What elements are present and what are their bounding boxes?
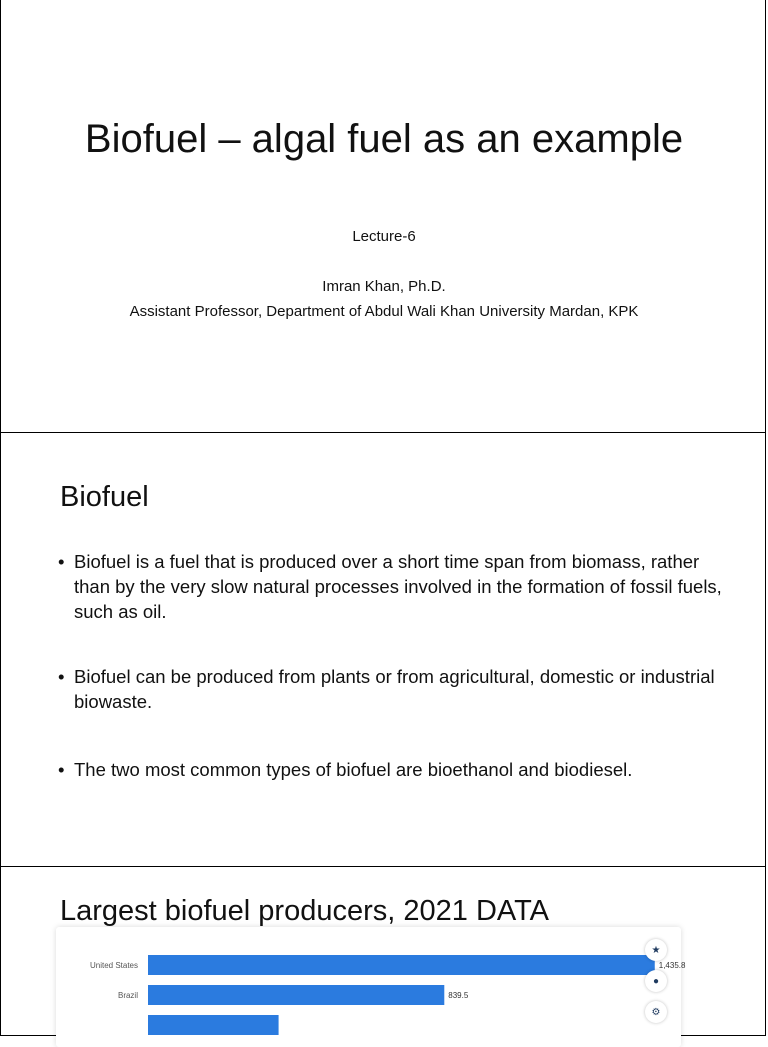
value-label: 839.5 xyxy=(448,991,469,1000)
bullet-item xyxy=(58,757,738,782)
bullet-icon: • xyxy=(58,666,65,687)
bullet-icon: • xyxy=(58,759,65,780)
bullet-icon: • xyxy=(58,551,65,572)
author-affiliation: Assistant Professor, Department of Abdul Wali Khan University Mardan, KPK xyxy=(129,303,639,320)
star-icon[interactable]: ★ xyxy=(645,939,667,961)
biofuel-definition-slide xyxy=(0,432,766,867)
bar[interactable] xyxy=(148,1015,279,1035)
bullet-text: Biofuel is a fuel that is produced over a short time span from biomass, rather than by the very slow natural processes involved in the formation of fossil fuels, such as oil. xyxy=(74,551,722,622)
gear-icon[interactable]: ⚙ xyxy=(645,1001,667,1023)
bell-icon[interactable]: ● xyxy=(645,970,667,992)
lecture-number: Lecture-6 xyxy=(352,228,416,245)
category-label: Brazil xyxy=(117,991,138,1000)
bullet-item xyxy=(58,549,738,624)
chart-toolbar xyxy=(645,939,669,1032)
bar-chart xyxy=(56,927,686,1047)
title-slide xyxy=(0,0,766,433)
bullet-text: The two most common types of biofuel are bioethanol and biodiesel. xyxy=(74,759,633,780)
author-name: Imran Khan, Ph.D. xyxy=(322,278,446,295)
presentation-title: Biofuel – algal fuel as an example xyxy=(84,117,684,161)
chart-card xyxy=(56,927,686,1047)
bullet-text: Biofuel can be produced from plants or from agricultural, domestic or industrial biowaste. xyxy=(74,666,715,712)
bullet-list xyxy=(58,549,738,782)
producers-chart-slide xyxy=(0,866,766,1036)
value-label: 1,435.8 xyxy=(658,961,686,970)
bar[interactable] xyxy=(148,985,444,1005)
slide-heading: Biofuel xyxy=(60,481,149,513)
bar[interactable] xyxy=(148,955,655,975)
bullet-item xyxy=(58,664,738,714)
slide-heading: Largest biofuel producers, 2021 DATA xyxy=(60,895,549,927)
category-label: United States xyxy=(89,961,138,970)
